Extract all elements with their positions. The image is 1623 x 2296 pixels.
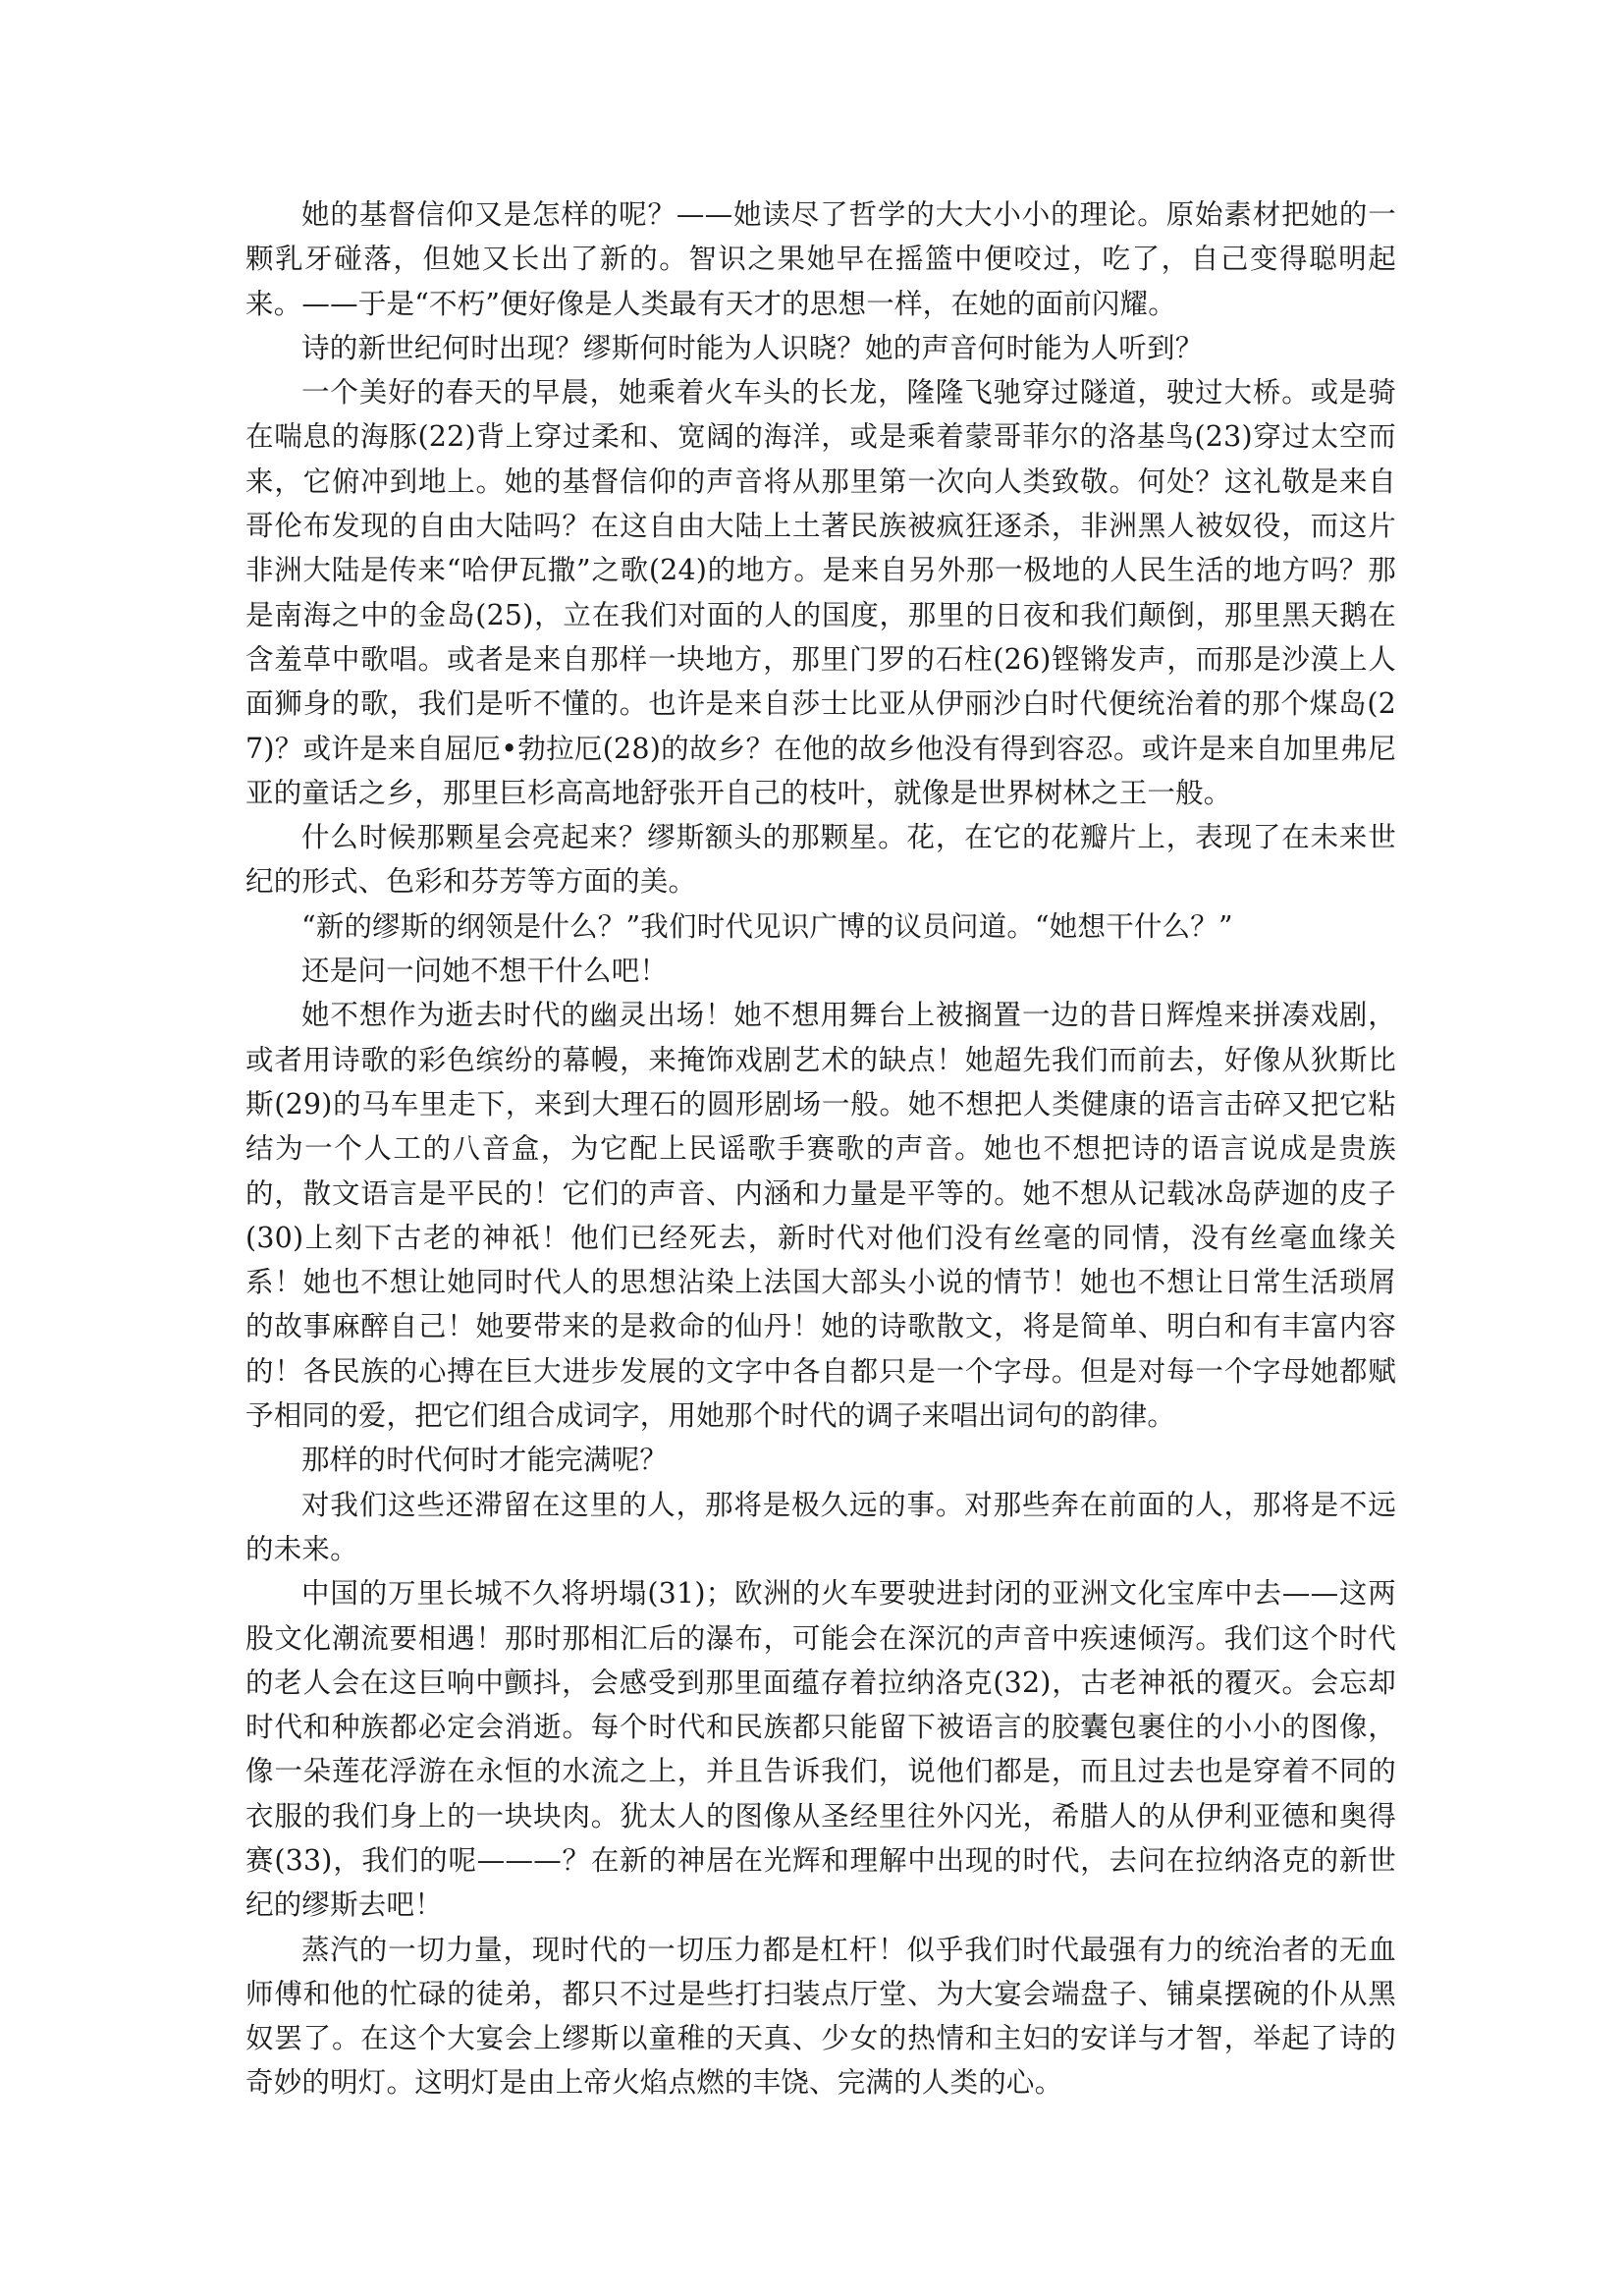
paragraph-1: 她的基督信仰又是怎样的呢？——她读尽了哲学的大大小小的理论。原始素材把她的一颗乳牙碰落，但她又长出了新的。智识之果她早在摇篮中便咬过，吃了，自己变得聪明起来。——于是“不朽”便好像是人类最有天才的思想一样，在她的面前闪耀。: [245, 198, 1396, 320]
document-page: [245, 192, 1396, 2105]
paragraph-4: 什么时候那颗星会亮起来？缪斯额头的那颗星。花，在它的花瓣片上，表现了在未来世纪的形式、色彩和芬芳等方面的美。: [245, 821, 1396, 899]
paragraph-11: 蒸汽的一切力量，现时代的一切压力都是杠杆！似乎我们时代最强有力的统治者的无血师傅和他的忙碌的徒弟，都只不过是些打扫装点厅堂、为大宴会端盘子、铺桌摆碗的仆从黑奴罢了。在这个大宴会上缪斯以童稚的天真、少女的热情和主妇的安详与才智，举起了诗的奇妙的明灯。这明灯是由上帝火焰点燃的丰饶、完满的人类的心。: [245, 1933, 1396, 2100]
paragraph-10: 中国的万里长城不久将坍塌(31)；欧洲的火车要驶进封闭的亚洲文化宝库中去——这两股文化潮流要相遇！那时那相汇后的瀑布，可能会在深沉的声音中疾速倾泻。我们这个时代的老人会在这巨响中颤抖，会感受到那里面蕴存着拉纳洛克(32)，古老神祇的覆灭。会忘却时代和种族都必定会消逝。每个时代和民族都只能留下被语言的胶囊包裹住的小小的图像，像一朵莲花浮游在永恒的水流之上，并且告诉我们，说他们都是，而且过去也是穿着不同的衣服的我们身上的一块块肉。犹太人的图像从圣经里往外闪光，希腊人的从伊利亚德和奥得赛(33)，我们的呢———？在新的神居在光辉和理解中出现的时代，去问在拉纳洛克的新世纪的缪斯去吧！: [245, 1577, 1396, 1922]
paragraph-9: 对我们这些还滞留在这里的人，那将是极久远的事。对那些奔在前面的人，那将是不远的未来。: [245, 1488, 1396, 1565]
paragraph-2: 诗的新世纪何时出现？缪斯何时能为人识晓？她的声音何时能为人听到？: [301, 331, 1204, 364]
paragraph-6: 还是问一问她不想干什么吧！: [301, 955, 669, 988]
paragraph-7: 她不想作为逝去时代的幽灵出场！她不想用舞台上被搁置一边的昔日辉煌来拼凑戏剧，或者用诗歌的彩色缤纷的幕幔，来掩饰戏剧艺术的缺点！她超先我们而前去，好像从狄斯比斯(29)的马车里走下，来到大理石的圆形剧场一般。她不想把人类健康的语言击碎又把它粘结为一个人工的八音盒，为它配上民谣歌手赛歌的声音。她也不想把诗的语言说成是贵族的，散文语言是平民的！它们的声音、内涵和力量是平等的。她不想从记载冰岛萨迦的皮子(30)上刻下古老的神祇！他们已经死去，新时代对他们没有丝毫的同情，没有丝毫血缘关系！她也不想让她同时代人的思想沾染上法国大部头小说的情节！她也不想让日常生活琐屑的故事麻醉自己！她要带来的是救命的仙丹！她的诗歌散文，将是简单、明白和有丰富内容的！各民族的心搏在巨大进步发展的文字中各自都只是一个字母。但是对每一个字母她都赋予相同的爱，把它们组合成词字，用她那个时代的调子来唱出词句的韵律。: [245, 999, 1396, 1433]
paragraph-5: “新的缪斯的纲领是什么？”我们时代见识广博的议员问道。“她想干什么？”: [301, 909, 1233, 943]
paragraph-3: 一个美好的春天的早晨，她乘着火车头的长龙，隆隆飞驰穿过隧道，驶过大桥。或是骑在喘息的海豚(22)背上穿过柔和、宽阔的海洋，或是乘着蒙哥菲尔的洛基鸟(23)穿过太空而来，它俯冲到地上。她的基督信仰的声音将从那里第一次向人类致敬。何处？这礼敬是来自哥伦布发现的自由大陆吗？在这自由大陆上土著民族被疯狂逐杀，非洲黑人被奴役，而这片非洲大陆是传来“哈伊瓦撒”之歌(24)的地方。是来自另外那一极地的人民生活的地方吗？那是南海之中的金岛(25)，立在我们对面的人的国度，那里的日夜和我们颠倒，那里黑天鹅在含羞草中歌唱。或者是来自那样一块地方，那里门罗的石柱(26)铿锵发声，而那是沙漠上人面狮身的歌，我们是听不懂的。也许是来自莎士比亚从伊丽沙白时代便统治着的那个煤岛(27)？或许是来自屈厄•勃拉厄(28)的故乡？在他的故乡他没有得到容忍。或许是来自加里弗尼亚的童话之乡，那里巨杉高高地舒张开自己的枝叶，就像是世界树林之王一般。: [245, 376, 1396, 809]
paragraph-8: 那样的时代何时才能完满呢？: [301, 1444, 669, 1477]
